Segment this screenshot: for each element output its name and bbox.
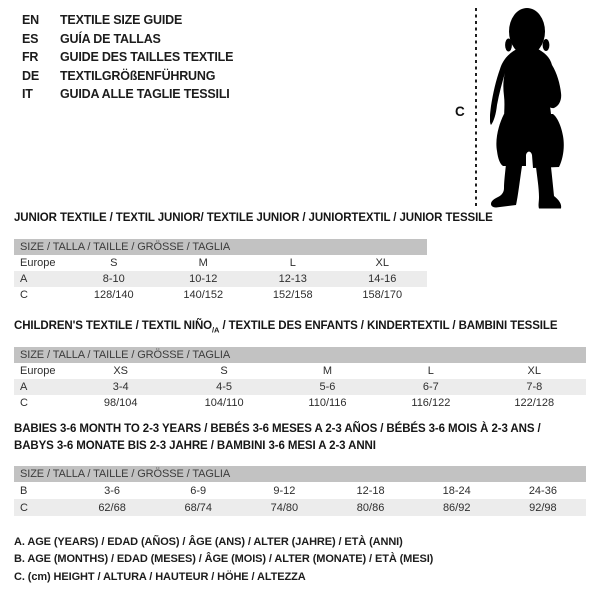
size-cell: M [198, 257, 208, 269]
children-title-sub: /A [212, 325, 220, 335]
table-row [14, 255, 427, 271]
lang-row-it [22, 85, 233, 104]
size-cell: 14-16 [368, 273, 397, 285]
row-label: A [20, 273, 28, 285]
size-cell: 9-12 [273, 484, 296, 497]
size-cell: 3-4 [112, 381, 129, 393]
size-cell: 86/92 [442, 501, 471, 514]
row-label: Europe [20, 257, 56, 269]
size-cell: 3-6 [104, 484, 121, 497]
size-cell: 98/104 [103, 397, 138, 409]
row-label: C [20, 501, 28, 514]
size-header-row [14, 239, 427, 255]
size-cell: 68/74 [184, 501, 212, 514]
lang-label: GUIDE DES TAILLES TEXTILE [60, 50, 234, 64]
size-cell: L [427, 365, 434, 377]
size-cell: 62/68 [98, 501, 126, 514]
size-cell: 12-18 [356, 484, 385, 497]
baby-silhouette-icon [490, 8, 570, 209]
size-cell: 122/128 [514, 397, 555, 409]
size-header-bar: SIZE / TALLA / TAILLE / GRÖSSE / TAGLIA [14, 347, 586, 363]
size-cell: 8-10 [102, 273, 125, 285]
size-cell: S [220, 365, 228, 377]
size-cell: XL [375, 257, 389, 269]
size-cell: 4-5 [216, 381, 233, 393]
size-cell: 12-13 [278, 273, 307, 285]
babies-size-table [14, 466, 586, 516]
row-label: C [20, 397, 28, 409]
size-cell: 6-7 [422, 381, 439, 393]
size-cell: 128/140 [93, 289, 134, 301]
size-cell: 116/122 [411, 397, 451, 409]
babies-title-line2: BABYS 3-6 MONATE BIS 2-3 JAHRE / BAMBINI 3-6 MESI A 2-3 ANNI [14, 439, 376, 452]
table-row [14, 482, 586, 499]
footnote-a: A. AGE (YEARS) / EDAD (AÑOS) / ÂGE (ANS) / ALTER (JAHRE) / ETÀ (ANNI) [14, 536, 403, 548]
footnote-b: B. AGE (MONTHS) / EDAD (MESES) / ÂGE (MOIS) / ALTER (MONATE) / ETÀ (MESI) [14, 553, 434, 566]
size-header-bar: SIZE / TALLA / TAILLE / GRÖSSE / TAGLIA [14, 466, 586, 482]
lang-label: GUÍA DE TALLAS [60, 31, 161, 46]
junior-size-table [14, 239, 427, 303]
size-cell: L [289, 257, 296, 269]
table-row [14, 363, 586, 379]
row-label: Europe [20, 365, 56, 377]
table-row [14, 379, 586, 395]
table-row [14, 395, 586, 411]
height-measure-dashed-line [475, 8, 477, 209]
row-label: A [20, 381, 28, 393]
row-label: C [20, 289, 28, 301]
size-cell: 152/158 [272, 289, 313, 301]
size-cell: 104/110 [204, 397, 244, 409]
junior-table-title: JUNIOR TEXTILE / TEXTIL JUNIOR/ TEXTILE JUNIOR / JUNIORTEXTIL / JUNIOR TESSILE [14, 212, 493, 224]
lang-code: EN [22, 13, 39, 27]
babies-table-title [14, 421, 541, 454]
lang-code: IT [22, 87, 33, 101]
size-cell: 140/152 [183, 289, 224, 301]
lang-label: TEXTILGRÖßENFÜHRUNG [60, 68, 216, 83]
lang-row-es [22, 30, 233, 49]
lang-row-fr [22, 48, 233, 67]
size-cell: 18-24 [442, 484, 471, 497]
size-cell: 158/170 [362, 289, 403, 301]
footnote-c: C. (cm) HEIGHT / ALTURA / HAUTEUR / HÖHE / ALTEZZA [14, 570, 306, 583]
size-header-bar: SIZE / TALLA / TAILLE / GRÖSSE / TAGLIA [14, 239, 427, 255]
size-cell: 74/80 [270, 501, 299, 514]
size-cell: 5-6 [319, 381, 336, 393]
size-cell: 80/86 [356, 501, 385, 514]
size-cell: 110/116 [308, 397, 347, 409]
lang-code: ES [22, 31, 39, 46]
lang-label: TEXTILE SIZE GUIDE [60, 13, 183, 27]
lang-row-en [22, 11, 233, 30]
size-cell: S [110, 257, 118, 269]
size-cell: XL [527, 365, 542, 377]
language-header [22, 11, 233, 104]
table-row [14, 499, 586, 516]
measure-label-c: C [455, 104, 465, 119]
children-size-table [14, 347, 586, 411]
children-title-pre: CHILDREN'S TEXTILE / TEXTIL NIÑO [14, 320, 213, 332]
lang-row-de [22, 67, 233, 86]
size-cell: 24-36 [528, 484, 557, 497]
size-cell: XS [113, 365, 129, 377]
table-row [14, 287, 427, 303]
children-title-post: / TEXTILE DES ENFANTS / KINDERTEXTIL / BAMBINI TESSILE [219, 320, 558, 332]
children-table-title [14, 318, 557, 339]
lang-code: FR [22, 50, 39, 64]
babies-title-line1: BABIES 3-6 MONTH TO 2-3 YEARS / BEBÉS 3-6 MESES A 2-3 AÑOS / BÉBÉS 3-6 MOIS À 2-3 ANS / [14, 423, 541, 435]
size-cell: M [322, 365, 333, 377]
size-header-row [14, 466, 586, 482]
size-header-row [14, 347, 586, 363]
lang-code: DE [22, 68, 39, 83]
size-cell: 10-12 [189, 273, 218, 285]
size-cell: 7-8 [526, 381, 543, 393]
size-cell: 6-9 [190, 484, 207, 497]
lang-label: GUIDA ALLE TAGLIE TESSILI [60, 87, 230, 101]
footnotes [14, 534, 433, 586]
table-row [14, 271, 427, 287]
row-label: B [20, 484, 28, 497]
size-cell: 92/98 [529, 501, 557, 514]
